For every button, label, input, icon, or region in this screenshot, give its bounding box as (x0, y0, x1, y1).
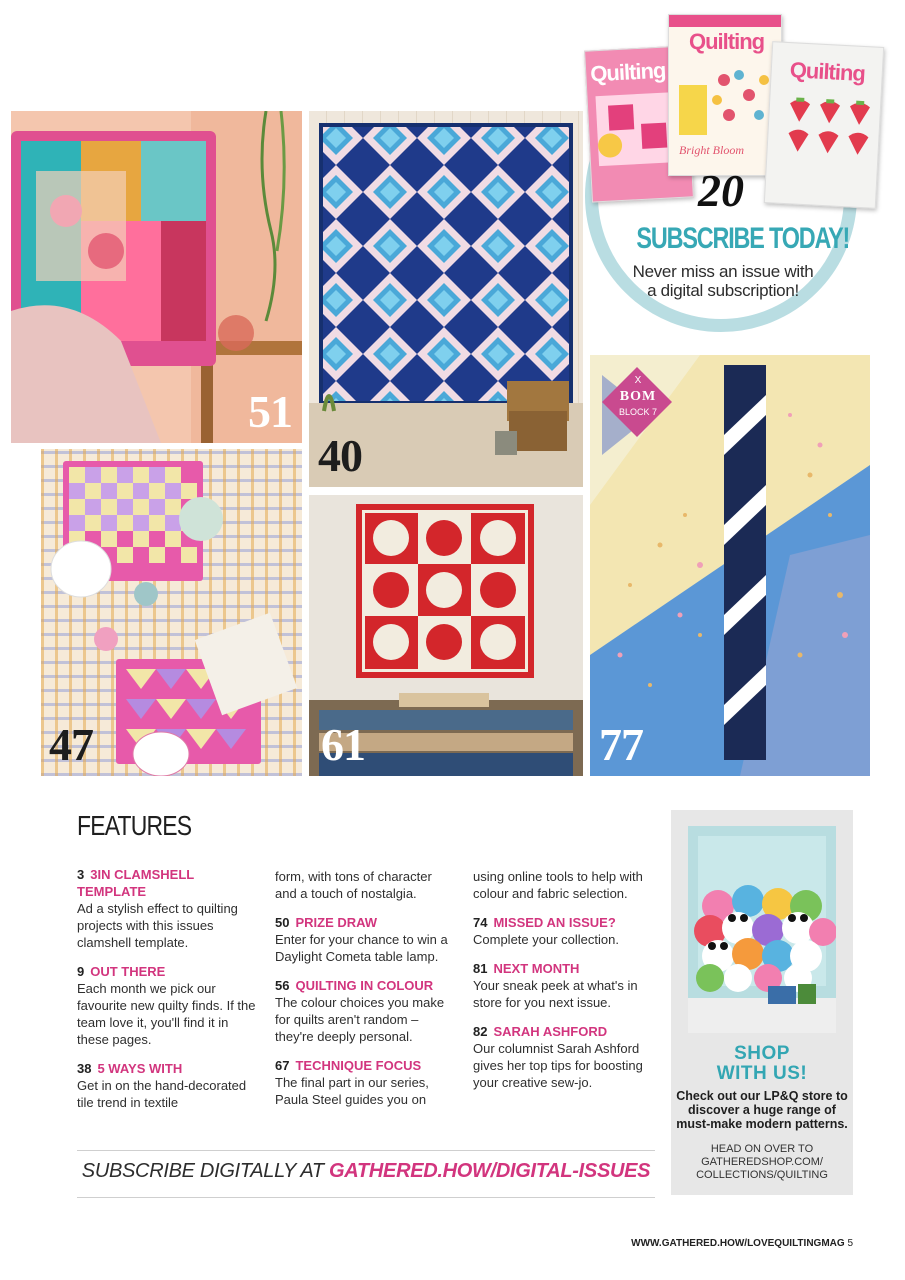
magazine-cover-center: Quilting Bright Bloom (668, 14, 782, 176)
divider (77, 1197, 655, 1198)
star-quilt-photo (309, 111, 583, 487)
subscribe-body: Never miss an issue with a digital subscription! (632, 262, 814, 300)
cushion-photo (11, 111, 302, 443)
subscribe-digitally-line: SUBSCRIBE DIGITALLY AT GATHERED.HOW/DIGITAL-ISSUES (81, 1160, 651, 1182)
feature-item: 38 5 WAYS WITH Get in on the hand-decorated tile trend in textile (77, 1061, 247, 1110)
feature-item-continued: using online tools to help with colour and fabric selection. (473, 869, 643, 901)
feature-item: 9 OUT THERE Each month we pick our favourite new quilty finds. If the team love it, you'll find it in these pages. (77, 964, 256, 1047)
features-column-1 (77, 866, 259, 1123)
bom-badge-x: X (634, 375, 642, 386)
digital-issues-link[interactable]: GATHERED.HOW/DIGITAL-ISSUES (329, 1160, 651, 1182)
page-number-label: 47 (49, 719, 93, 770)
feature-item: 56 QUILTING IN COLOUR The colour choices you make for quilts aren't random – they're deeply personal. (275, 978, 445, 1044)
features-heading: FEATURES (77, 810, 192, 841)
bom-badge-title: BOM (619, 389, 657, 404)
shop-heading: SHOP WITH US! (716, 1043, 808, 1084)
feature-item: 67 TECHNIQUE FOCUS The final part in our series, Paula Steel guides you on (275, 1058, 429, 1107)
feature-item: 3 3IN CLAMSHELL TEMPLATE Ad a stylish effect to quilting projects with this issues clamshell template. (77, 867, 238, 950)
poppy-quilt-photo (309, 495, 583, 776)
subscribe-heading: SUBSCRIBE TODAY! (636, 222, 850, 255)
subscribe-issue-count: 20 (698, 165, 744, 216)
feature-item: 50 PRIZE DRAW Enter for your chance to win a Daylight Cometa table lamp. (275, 915, 448, 964)
bom-badge-subtitle: BLOCK 7 (618, 407, 658, 417)
footer-url[interactable]: WWW.GATHERED.HOW/LOVEQUILTINGMAG (631, 1238, 845, 1249)
feature-item: 82 SARAH ASHFORD Our columnist Sarah Ashford gives her top tips for boosting your creative sew-jo. (473, 1024, 643, 1090)
placemats-photo (41, 449, 302, 776)
magazine-cover-right: Quilting (764, 41, 884, 209)
features-column-3 (473, 868, 655, 1103)
features-column-2 (275, 868, 457, 1120)
shop-link[interactable]: HEAD ON OVER TO GATHEREDSHOP.COM/ COLLECTIONS/QUILTING (696, 1143, 828, 1181)
bom-block-photo (590, 355, 870, 776)
page-number-label: 77 (599, 719, 643, 770)
magazine-cover-left: Quilting (584, 45, 694, 202)
feature-item-continued: form, with tons of character and a touch of nostalgia. (275, 869, 432, 901)
footer-page-number: 5 (847, 1238, 853, 1249)
feature-item: 81 NEXT MONTH Your sneak peek at what's in store for you next issue. (473, 961, 638, 1010)
feature-item: 74 MISSED AN ISSUE? Complete your collection. (473, 915, 619, 947)
panda-quilt-photo (688, 826, 836, 1033)
page-number-label: 51 (248, 386, 292, 437)
page-number-label: 61 (321, 719, 365, 770)
page-footer (560, 1238, 853, 1249)
shop-subheading: Check out our LP&Q store to discover a huge range of must-make modern patterns. (676, 1089, 848, 1131)
divider (77, 1150, 655, 1151)
page-number-label: 40 (318, 430, 362, 481)
